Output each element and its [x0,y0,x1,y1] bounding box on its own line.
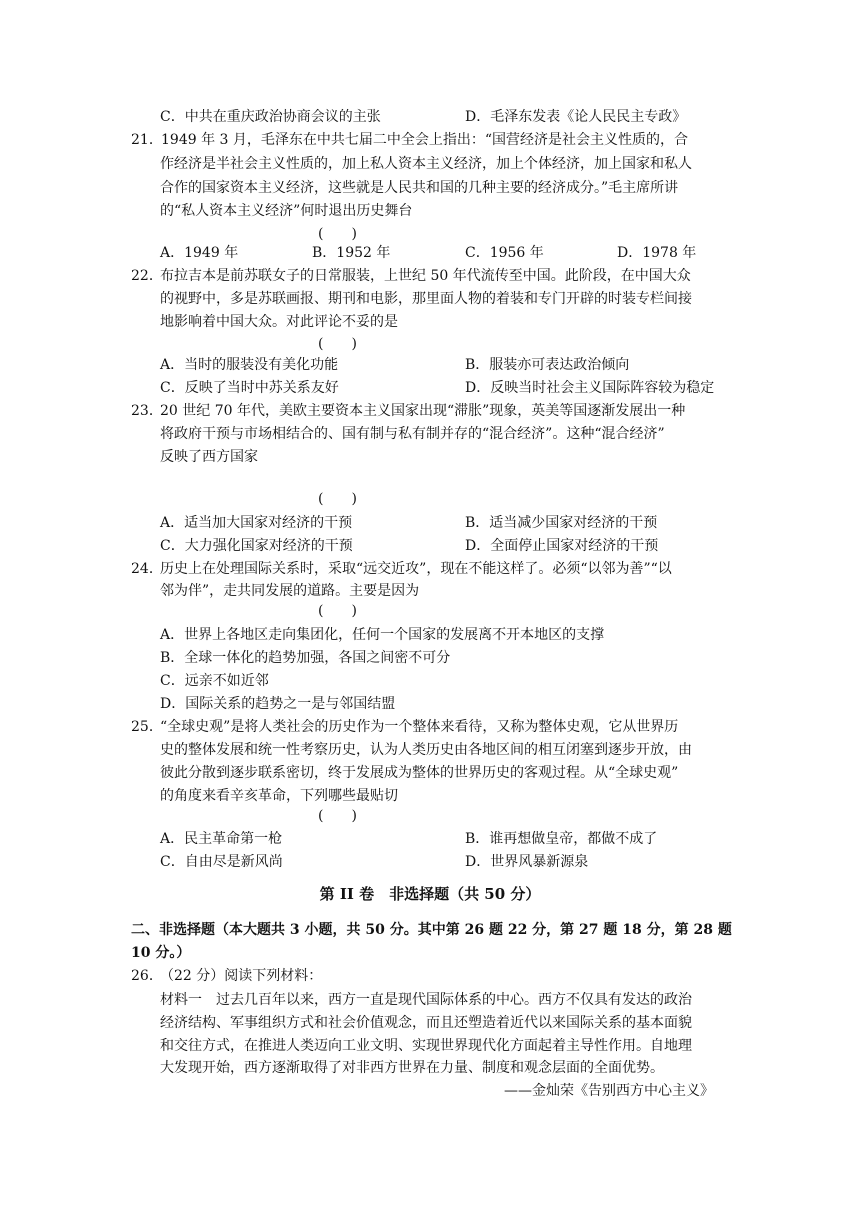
q21-option-c: C．1956 年 [465,245,544,261]
q26-material-line: 大发现开始，西方逐渐取得了对非西方世界在力量、制度和观念层面的全面优势。 [160,1060,664,1076]
q21-answer-paren: ( ) [318,226,357,242]
section-heading-line: 10 分。） [131,945,191,961]
section-title [0,884,860,904]
q26-material-line: 经济结构、军事组织方式和社会价值观念，而且还塑造着近代以来国际关系的基本面貌 [160,1015,692,1031]
q22-option-d: D．反映当时社会主义国际阵容较为稳定 [465,380,715,396]
q23-number: 23． [131,403,163,419]
q26-intro: （22 分）阅读下列材料： [160,968,323,984]
q23-option-a: A．适当加大国家对经济的干预 [160,515,353,531]
q22-number: 22． [131,268,163,284]
q24-option-d: D．国际关系的趋势之一是与邻国结盟 [160,696,396,712]
q21-text-line: 1949 年 3 月，毛泽东在中共七届二中全会上指出：“国营经济是社会主义性质的，合 [161,132,689,148]
q25-text-line: “全球史观”是将人类社会的历史作为一个整体来看待，又称为整体史观，它从世界历 [160,719,679,735]
q21-text-line: 合作的国家资本主义经济，这些就是人民共和国的几种主要的经济成分。”毛主席所讲 [160,180,679,196]
q26-material-line: 和交往方式，在推进人类迈向工业文明、实现世界现代化方面起着主导性作用。自地理 [160,1038,692,1054]
q25-number: 25． [131,719,163,735]
q22-option-a: A．当时的服装没有美化功能 [160,357,339,373]
q25-option-a: A．民主革命第一枪 [160,831,283,847]
q24-text-line: 邻为伴”，走共同发展的道路。主要是因为 [160,583,420,599]
q23-option-b: B．适当减少国家对经济的干预 [465,515,658,531]
q22-answer-paren: ( ) [318,336,357,352]
q23-text-line: 将政府干预与市场相结合的、国有制与私有制并存的“混合经济”。这种“混合经济” [160,426,665,442]
q23-text-line: 20 世纪 70 年代，美欧主要资本主义国家出现“滞胀”现象，英美等国逐渐发展出一种 [160,403,686,419]
q23-answer-paren: ( ) [318,491,357,507]
q25-text-line: 彼此分散到逐步联系密切，终于发展成为整体的世界历史的客观过程。从“全球史观” [160,765,679,781]
q26-source: ——金灿荣《告别西方中心主义》 [504,1083,714,1099]
q21-option-a: A．1949 年 [160,245,239,261]
q24-answer-paren: ( ) [318,603,357,619]
q24-number: 24． [131,561,163,577]
q25-text-line: 史的整体发展和统一性考察历史，认为人类历史由各地区间的相互闭塞到逐步开放，由 [160,742,692,758]
q21-option-b: B．1952 年 [312,245,391,261]
q21-option-d: D．1978 年 [617,245,697,261]
q24-option-c: C．远亲不如近邻 [160,673,269,689]
q26-number: 26． [131,968,163,984]
q20-option-d: D．毛泽东发表《论人民民主专政》 [465,109,687,125]
q25-answer-paren: ( ) [318,808,357,824]
q26-material-line: 材料一 过去几百年以来，西方一直是现代国际体系的中心。西方不仅具有发达的政治 [160,992,692,1008]
q23-option-c: C．大力强化国家对经济的干预 [160,538,353,554]
q25-option-b: B．谁再想做皇帝，都做不成了 [465,831,658,847]
section-heading-line: 二、非选择题（本大题共 3 小题，共 50 分。其中第 26 题 22 分，第 27 题 18 分，第 28 题 [131,922,732,938]
q21-number: 21． [131,132,163,148]
q22-option-c: C．反映了当时中苏关系友好 [160,380,339,396]
q22-option-b: B．服装亦可表达政治倾向 [465,357,630,373]
q24-option-b: B．全球一体化的趋势加强，各国之间密不可分 [160,650,451,666]
section-title-text: 第 II 卷 非选择题（共 50 分） [319,885,541,903]
q21-text-line: 的“私人资本主义经济”何时退出历史舞台 [160,203,413,219]
q21-text-line: 作经济是半社会主义性质的，加上私人资本主义经济，加上个体经济，加上国家和私人 [160,156,692,172]
q25-text-line: 的角度来看辛亥革命，下列哪些最贴切 [160,788,398,804]
q23-text-line: 反映了西方国家 [160,449,258,465]
q25-option-d: D．世界风暴新源泉 [465,854,589,870]
q23-option-d: D．全面停止国家对经济的干预 [465,538,659,554]
q22-text-line: 布拉吉本是前苏联女子的日常服装，上世纪 50 年代流传至中国。此阶段，在中国大众 [160,268,691,284]
q24-text-line: 历史上在处理国际关系时，采取“远交近攻”，现在不能这样了。必须“以邻为善”“以 [160,561,672,577]
q22-text-line: 的视野中，多是苏联画报、期刊和电影，那里面人物的着装和专门开辟的时装专栏间接 [160,291,692,307]
q25-option-c: C．自由尽是新风尚 [160,854,283,870]
q20-option-c: C．中共在重庆政治协商会议的主张 [160,109,381,125]
q24-option-a: A．世界上各地区走向集团化，任何一个国家的发展离不开本地区的支撑 [160,627,605,643]
q22-text-line: 地影响着中国大众。对此评论不妥的是 [160,314,398,330]
